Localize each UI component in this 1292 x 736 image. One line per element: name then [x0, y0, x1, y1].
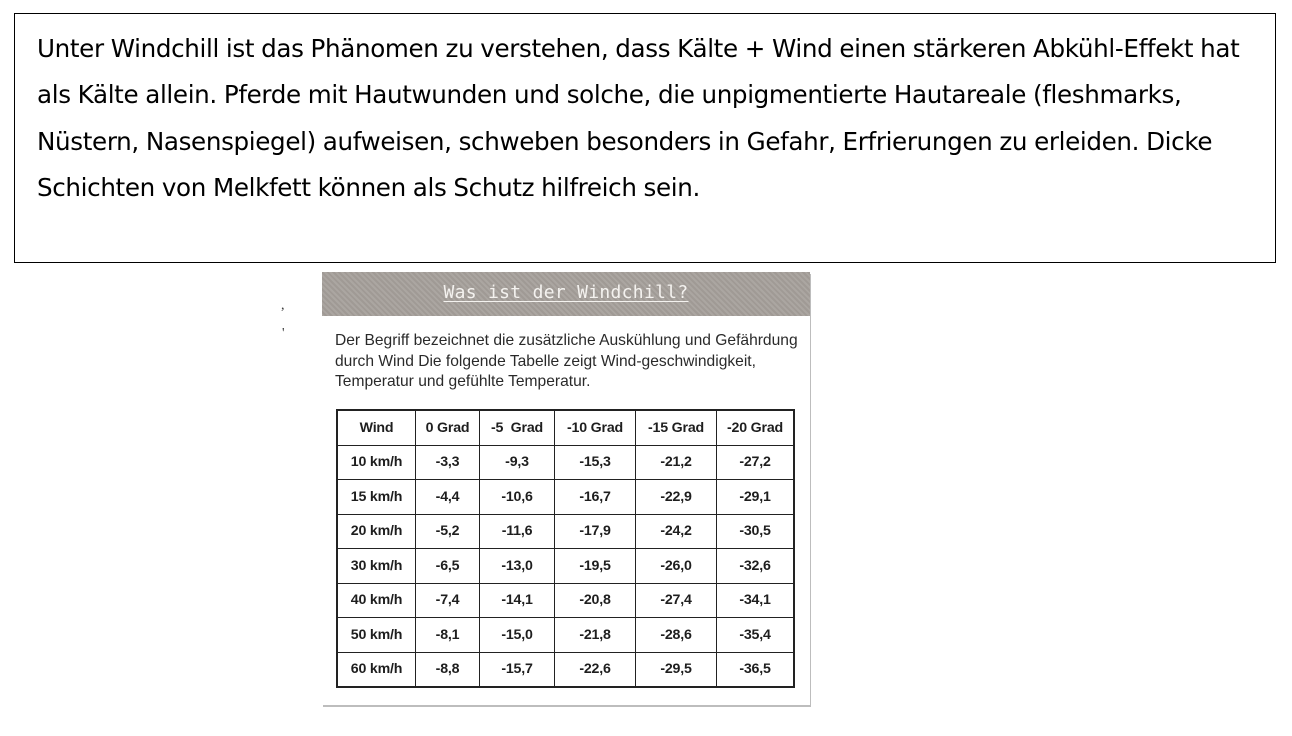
wind-speed-cell: 15 km/h	[337, 480, 416, 515]
table-cell: -11,6	[480, 514, 555, 549]
wind-speed-cell: 60 km/h	[337, 652, 416, 687]
windchill-info-card	[322, 272, 810, 705]
table-cell: -17,9	[555, 514, 636, 549]
table-cell: -4,4	[416, 480, 480, 515]
table-cell: -28,6	[636, 618, 717, 653]
table-cell: -8,1	[416, 618, 480, 653]
intro-paragraph: Unter Windchill ist das Phänomen zu verstehen, dass Kälte + Wind einen stärkeren Abkühl-Effekt hat als Kälte allein. Pferde mit Hautwunden und solche, die unpigmentierte Hautareale (fleshmarks, Nüstern, Nasenspiegel) aufweisen, schweben besonders in Gefahr, Erfrierungen zu erleiden. Dicke Schichten von Melkfett können als Schutz hilfreich sein.	[37, 34, 1240, 202]
card-title: Was ist der Windchill?	[443, 282, 689, 303]
table-cell: -3,3	[416, 445, 480, 480]
table-row	[337, 549, 794, 584]
wind-speed-cell: 20 km/h	[337, 514, 416, 549]
card-description: Der Begriff bezeichnet die zusätzliche Auskühlung und Gefährdung durch Wind Die folgende Tabelle zeigt Wind-geschwindigkeit, Temperatur und gefühlte Temperatur.	[335, 332, 798, 390]
table-cell: -34,1	[717, 583, 795, 618]
table-row	[337, 618, 794, 653]
table-cell: -27,2	[717, 445, 795, 480]
column-header-wind: Wind	[337, 410, 416, 445]
wind-speed-cell: 10 km/h	[337, 445, 416, 480]
table-cell: -29,5	[636, 652, 717, 687]
table-cell: -22,9	[636, 480, 717, 515]
table-row	[337, 445, 794, 480]
table-cell: -5,2	[416, 514, 480, 549]
table-cell: -13,0	[480, 549, 555, 584]
windchill-table	[336, 409, 795, 688]
wind-speed-cell: 40 km/h	[337, 583, 416, 618]
table-cell: -15,0	[480, 618, 555, 653]
table-cell: -6,5	[416, 549, 480, 584]
column-header: -15 Grad	[636, 410, 717, 445]
table-cell: -30,5	[717, 514, 795, 549]
table-row	[337, 652, 794, 687]
table-row	[337, 583, 794, 618]
intro-text-box	[14, 13, 1276, 263]
table-cell: -21,8	[555, 618, 636, 653]
table-cell: -8,8	[416, 652, 480, 687]
column-header: 0 Grad	[416, 410, 480, 445]
table-cell: -29,1	[717, 480, 795, 515]
table-cell: -15,7	[480, 652, 555, 687]
scan-speck-comma: ,	[281, 298, 285, 313]
column-header: -10 Grad	[555, 410, 636, 445]
wind-speed-cell: 30 km/h	[337, 549, 416, 584]
table-cell: -20,8	[555, 583, 636, 618]
card-title-banner	[322, 272, 810, 316]
table-cell: -19,5	[555, 549, 636, 584]
table-cell: -32,6	[717, 549, 795, 584]
table-cell: -9,3	[480, 445, 555, 480]
table-cell: -27,4	[636, 583, 717, 618]
table-cell: -10,6	[480, 480, 555, 515]
table-row	[337, 480, 794, 515]
table-cell: -7,4	[416, 583, 480, 618]
table-cell: -22,6	[555, 652, 636, 687]
column-header: -5 Grad	[480, 410, 555, 445]
table-cell: -26,0	[636, 549, 717, 584]
table-cell: -16,7	[555, 480, 636, 515]
table-cell: -15,3	[555, 445, 636, 480]
table-cell: -36,5	[717, 652, 795, 687]
table-cell: -24,2	[636, 514, 717, 549]
table-cell: -21,2	[636, 445, 717, 480]
table-header-row	[337, 410, 794, 445]
table-cell: -35,4	[717, 618, 795, 653]
table-cell: -14,1	[480, 583, 555, 618]
column-header: -20 Grad	[717, 410, 795, 445]
scan-speck-apostrophe: '	[282, 326, 285, 341]
wind-speed-cell: 50 km/h	[337, 618, 416, 653]
table-row	[337, 514, 794, 549]
